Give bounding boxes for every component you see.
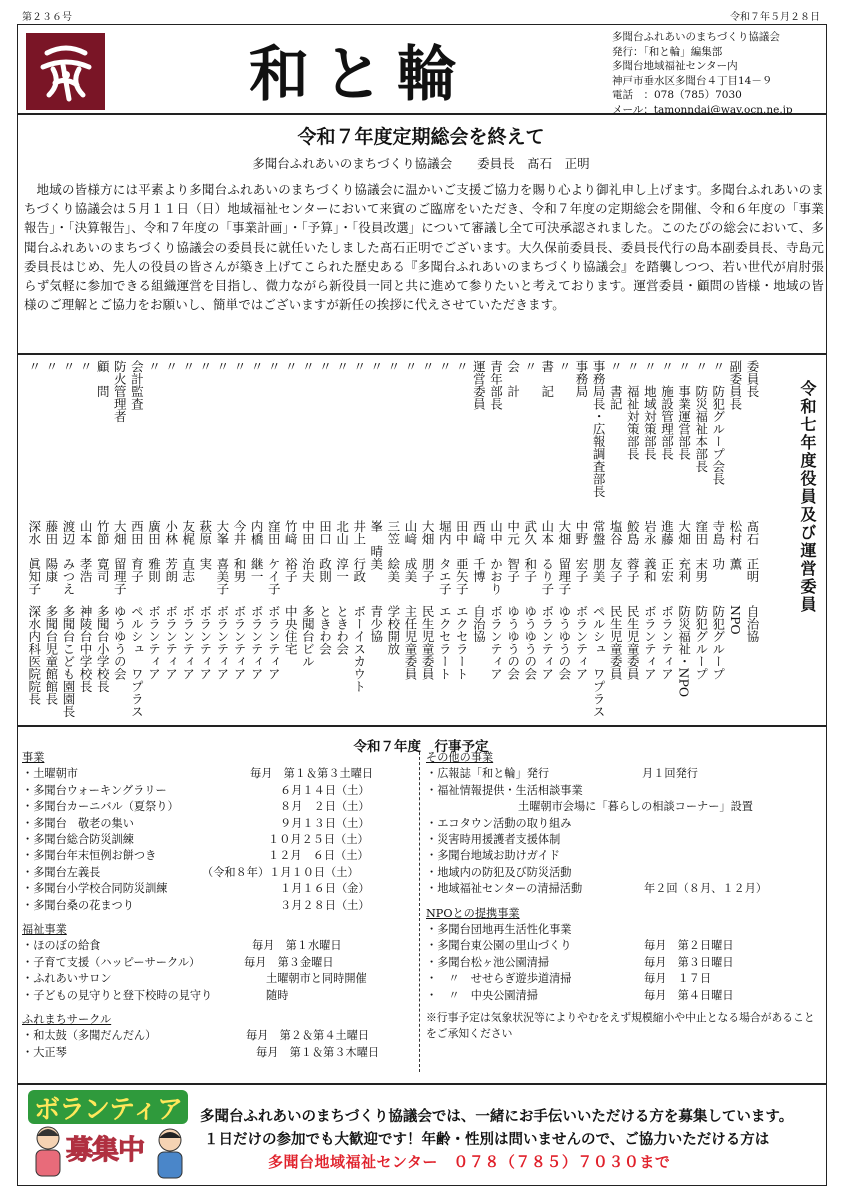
- officer-name: 西田 育子: [129, 520, 145, 583]
- schedule-item-name: ・災害時用援護者支援体制: [426, 832, 561, 846]
- officer-role: 〃: [266, 360, 282, 373]
- officer-role: 〃 防災福祉本部長: [693, 360, 709, 473]
- officer-role: 〃 防犯グループ会長: [710, 360, 726, 485]
- schedule-item-name: ・多聞台年末恒例お餅つき: [22, 849, 157, 863]
- officer-org: 中央住宅: [283, 605, 299, 655]
- schedule-item-name: ・ほのぼの給食: [22, 939, 101, 953]
- officer-org: ボランティア: [642, 605, 658, 680]
- schedule-item-name: ・多聞台桑の花まつり: [22, 898, 134, 912]
- officer-role: 〃: [146, 360, 162, 373]
- schedule-item: [426, 955, 824, 971]
- schedule-item: [426, 988, 824, 1004]
- issue-date: 令和７年５月２８日: [730, 12, 820, 23]
- schedule-item-when: １２月 ６日（土）: [268, 849, 369, 863]
- schedule-item-when: ６月１４日（土）: [280, 783, 370, 797]
- schedule-item: [22, 832, 417, 848]
- officer-role: 防火管理者: [112, 360, 128, 423]
- schedule-item: [426, 848, 824, 864]
- officer-name: 寺島 功: [710, 520, 726, 570]
- officer-role: 〃: [249, 360, 265, 373]
- officers-table: [18, 360, 828, 722]
- schedule-item-when: 毎月 第３日曜日: [644, 955, 734, 969]
- officer-org: ゆうゆうの会: [556, 605, 572, 680]
- volunteer-person-icon: [150, 1124, 190, 1180]
- officer-name: 西﨑 千博: [471, 520, 487, 583]
- officer-org: 多聞台ビル: [300, 605, 316, 668]
- schedule-item-when: 毎月 第３金曜日: [244, 955, 334, 969]
- schedule-item-name: ・多聞台ウォーキングラリー: [22, 783, 167, 797]
- officer-role: 〃: [385, 360, 401, 373]
- officer-name: 松村 薫: [727, 520, 743, 570]
- officer-name: 堀内 タエ子: [437, 520, 453, 595]
- schedule-section-heading: 福祉事業: [22, 922, 67, 936]
- officer-role: 〃: [420, 360, 436, 373]
- schedule-right-column: [426, 750, 824, 1042]
- publisher-line: 多聞台ふれあいのまちづくり協議会: [612, 31, 780, 43]
- officer-org: 多聞台児童館館長: [43, 605, 59, 705]
- officer-role: 運営委員: [471, 360, 487, 410]
- schedule-item: [426, 938, 824, 954]
- volunteer-badge: ボランティア: [28, 1090, 188, 1124]
- officer-name: 竹﨑 裕子: [283, 520, 299, 583]
- schedule-item: [426, 971, 824, 987]
- officer-name: 北山 淳一: [334, 520, 350, 583]
- volunteer-person-icon: [28, 1122, 68, 1178]
- banner-line-1: 多聞台ふれあいのまちづくり協議会では、一緒にお手伝いいただける方を募集しています。: [200, 1109, 794, 1125]
- issue-number: 第２３６号: [22, 12, 72, 23]
- officer-role: 〃: [61, 360, 76, 373]
- schedule-item-name: ・多聞台松ヶ池公園清掃: [426, 955, 550, 969]
- schedule-item: [22, 1045, 417, 1061]
- officer-name: 内橋 継一: [249, 520, 265, 583]
- officer-name: 山中 かおり: [488, 520, 504, 595]
- officer-name: 藤田 陽康: [43, 520, 59, 583]
- schedule-item: [426, 881, 824, 897]
- officer-role: 〃 事業運営部長: [676, 360, 692, 460]
- officer-role: 会計監査: [129, 360, 145, 410]
- officer-org: ときわ会: [317, 605, 333, 655]
- officer-org: 多聞台こども園園長: [61, 605, 76, 718]
- officer-org: エクセラート: [454, 605, 470, 680]
- schedule-item: [22, 816, 417, 832]
- schedule-item-name: ・地域内の防犯及び防災活動: [426, 865, 572, 879]
- officer-name: 三笠 絵美: [385, 520, 401, 583]
- officer-name: 武久 和子: [522, 520, 538, 583]
- officer-org: ボランティア: [539, 605, 555, 680]
- schedule-item-when: 毎月 第１＆第３木曜日: [256, 1045, 380, 1059]
- schedule-note: ※行事予定は気象状況等によりやむをえず規模縮小や中止となる場合があることをご承知ください: [426, 1010, 815, 1040]
- schedule-item-when: 毎月 第２＆第４土曜日: [246, 1029, 370, 1043]
- schedule-item-name: ・多聞台東公園の里山づくり: [426, 939, 572, 953]
- publisher-line: メール：tamonndai@way.ocn.ne.jp: [612, 103, 793, 116]
- officer-role: 委員長: [745, 360, 760, 398]
- schedule-left-column: [22, 750, 417, 1061]
- officer-org: ボランティア: [197, 605, 213, 680]
- officer-name: 進藤 正宏: [659, 520, 675, 583]
- schedule-item: [22, 783, 417, 799]
- schedule-item-name: ・多聞台地域お助けガイド: [426, 849, 560, 863]
- schedule-item-when: １０月２５日（土）: [268, 832, 369, 846]
- officer-org: ボランティア: [214, 605, 230, 680]
- officer-org: ペルシュ ワプラス: [129, 605, 145, 718]
- officer-role: 〃 書記: [608, 360, 624, 410]
- schedule-item: [22, 1028, 417, 1044]
- schedule-title: 令和７年度 行事予定: [353, 739, 489, 755]
- schedule-item: [22, 848, 417, 864]
- officer-role: 〃: [214, 360, 230, 373]
- schedule-item: [426, 865, 824, 881]
- schedule-item-when: 毎月 第１水曜日: [252, 939, 342, 953]
- schedule-item: [426, 922, 824, 938]
- officer-org: ボランティア: [163, 605, 179, 680]
- schedule-section-heading: 事業: [22, 751, 45, 764]
- schedule-item: [426, 766, 824, 782]
- schedule-item-when: 毎月 第１＆第３土曜日: [250, 767, 374, 781]
- officer-name: 大畑 留理子: [112, 520, 128, 595]
- officer-name: 窪田 末男: [693, 520, 709, 583]
- officer-name: 山本 孝浩: [78, 520, 94, 583]
- officers-title: 令和七年度役員及び運営委員: [798, 380, 817, 614]
- officer-name: 髙石 正明: [745, 520, 760, 583]
- schedule-item-name: ・地域福祉センターの清掃活動: [426, 882, 583, 896]
- officer-org: ときわ会: [334, 605, 350, 655]
- officer-name: 山﨑 成美: [403, 520, 418, 583]
- officer-org: ボランティア: [180, 605, 196, 680]
- officer-role: 〃: [556, 360, 572, 373]
- logo: [26, 33, 105, 110]
- officer-org: 多聞台小学校長: [95, 605, 111, 693]
- schedule-item-name: ・子育て支援（ハッピーサークル）: [22, 955, 201, 969]
- officer-role: 〃 施設管理部長: [659, 360, 675, 460]
- officer-name: 大畑 充利: [676, 520, 692, 583]
- officer-org: エクセラート: [437, 605, 453, 680]
- schedule-item-name: ・多聞台団地再生活性化事業: [426, 922, 572, 936]
- officer-role: 副委員長: [727, 360, 743, 410]
- article-headline: 令和７年度定期総会を終えて: [297, 126, 545, 148]
- schedule-item-name: ・多聞台カーニバル（夏祭り）: [22, 800, 179, 814]
- schedule-item-when: ８月 ２日（土）: [280, 800, 370, 814]
- schedule-item-name: ・多聞台 敬老の集い: [22, 816, 134, 830]
- officer-role: 〃: [78, 360, 94, 373]
- schedule-item-name: ・多聞台左義長: [22, 865, 101, 879]
- officer-role: 〃 地域対策部長: [642, 360, 658, 460]
- schedule-section-heading: ふれまちサークル: [22, 1012, 112, 1026]
- officer-role: 〃 福祉対策部長: [625, 360, 641, 460]
- officer-role: 〃: [300, 360, 316, 373]
- officer-org: ゆうゆうの会: [112, 605, 128, 680]
- officer-org: 学校開放: [385, 605, 401, 655]
- officer-role: 青年部長: [488, 360, 504, 410]
- officer-role: 〃: [368, 360, 384, 373]
- officer-role: 〃: [232, 360, 247, 373]
- schedule-item: [426, 816, 824, 832]
- officer-name: 鮫島 蓉子: [625, 520, 641, 583]
- publisher-line: 多聞台地域福祉センター内: [612, 60, 738, 72]
- schedule-item: [22, 971, 417, 987]
- officer-name: 井上 行政: [351, 520, 367, 583]
- schedule-item: [426, 783, 824, 799]
- officer-name: 田口 政則: [317, 520, 333, 583]
- officer-org: 民生児童委員: [625, 605, 641, 680]
- officer-org: ボランティア: [574, 605, 589, 680]
- officer-org: 自治協: [471, 605, 487, 643]
- officer-role: 〃: [403, 360, 418, 373]
- schedule-item: [22, 766, 417, 782]
- article-byline: 多聞台ふれあいのまちづくり協議会 委員長 髙石 正明: [252, 156, 590, 171]
- officer-role: 〃: [522, 360, 538, 373]
- schedule-item-when: 土曜朝市と同時開催: [266, 972, 367, 986]
- officer-org: ボランティア: [488, 605, 504, 680]
- officer-name: 中田 治夫: [300, 520, 316, 583]
- officer-role: 〃: [283, 360, 299, 373]
- officer-role: 会 計: [505, 360, 521, 398]
- officer-name: 田中 亜矢子: [454, 520, 470, 595]
- publisher-line: 電話 ：078（785）7030: [612, 89, 742, 101]
- officer-org: ボランティア: [232, 605, 247, 680]
- officer-name: 岩永 義和: [642, 520, 658, 583]
- schedule-item-name: ・多聞台小学校合同防災訓練: [22, 882, 168, 896]
- officer-org: 防災福祉・NPO: [676, 605, 692, 698]
- schedule-item-name: ・多聞台総合防災訓練: [22, 832, 134, 846]
- officer-role: 〃: [197, 360, 213, 373]
- officer-org: ゆうゆうの会: [522, 605, 538, 680]
- schedule-item: [22, 799, 417, 815]
- officer-name: 塩谷 友子: [608, 520, 624, 583]
- schedule-section-heading: その他の事業: [426, 751, 494, 764]
- officer-org: NPO: [727, 605, 743, 635]
- officer-role: 顧 問: [95, 360, 111, 398]
- officer-role: 事務局: [574, 360, 589, 398]
- schedule-item-name: ・ふれあいサロン: [22, 972, 112, 986]
- officer-name: 峯 晴美: [368, 520, 384, 570]
- officer-name: 渡辺 みつえ: [61, 520, 76, 595]
- banner-line-2: １日だけの参加でも大歓迎です！年齢・性別は問いませんので、ご協力いただける方は: [204, 1132, 770, 1148]
- officer-name: 常盤 朋美: [591, 520, 607, 583]
- schedule-item-when: ９月１３日（土）: [280, 816, 370, 830]
- officer-role: 〃: [334, 360, 350, 373]
- newsletter-title: 和と輪: [249, 40, 471, 110]
- officer-org: 神陵台中学校長: [78, 605, 94, 693]
- officer-role: 〃: [317, 360, 333, 373]
- schedule-divider: [419, 752, 420, 1072]
- officer-name: 大畑 留理子: [556, 520, 572, 595]
- publisher-line: 神戸市垂水区多聞台４丁目14－９: [612, 74, 773, 87]
- officer-role: 事務局長・広報調査部長: [591, 360, 607, 498]
- schedule-section-heading: NPOとの提携事業: [426, 906, 520, 920]
- officer-name: 深水 眞知子: [26, 520, 42, 595]
- officer-org: 青少協: [368, 605, 384, 643]
- officer-org: 防犯グループ: [710, 605, 726, 680]
- officer-role: 〃: [163, 360, 179, 373]
- article-body: 地域の皆様方には平素より多聞台ふれあいのまちづくり協議会に温かいご支援ご協力を賜り心より御礼申し上げます。多聞台ふれあいのまちづくり協議会は５月１１日（日）地域福祉センターにおいて来賓のご臨席をいただき、令和７年度の定期総会を開催、令和６年度の「事業報告」・「決算報告」、令和７年度の「事業計画」・「予算」・「役員改選」について審議し全て可決承認されました。このたびの総会において、多聞台ふれあいのまちづくり協議会の委員長に就任いたしました髙石正明でございます。大久保前委員長、委員長代行の島本副委員長、寺島元委員長はじめ、先人の役員の皆さんが築き上げてこられた歴史ある『多聞台ふれあいのまちづくり協議会』を踏襲しつつ、若い世代が肩肘張らず気軽に参加できる組織運営を目指し、微力ながら新役員一同と共に進めて参りたいと考えております。運営委員・顧問の皆様・地域の皆様のご理解とご協力をお願いし、簡単ではございますが新任の挨拶に代えさせていただきます。: [24, 182, 824, 313]
- schedule-item-name: ・ 〃 せせらぎ遊歩道清掃: [426, 972, 572, 986]
- schedule-item-name: ・広報誌「和と輪」発行: [426, 767, 550, 781]
- schedule-item-when: ３月２８日（土）: [280, 898, 370, 912]
- officer-role: 〃: [454, 360, 470, 373]
- officer-name: 山本 るり子: [539, 520, 555, 595]
- schedule-item: [22, 865, 417, 881]
- schedule-item-name: ・大正琴: [22, 1045, 67, 1059]
- schedule-item: [22, 988, 417, 1004]
- logo-emblem-icon: [33, 39, 99, 105]
- schedule-item-when: 随時: [266, 988, 289, 1002]
- schedule-item-name: ・子どもの見守りと登下校時の見守り: [22, 988, 213, 1002]
- officer-name: 今井 和男: [232, 520, 247, 583]
- schedule-item-when: 毎月 １７日: [644, 972, 712, 986]
- schedule-item-when: 月１回発行: [642, 767, 698, 781]
- schedule-item-when: 毎月 第４日曜日: [644, 988, 734, 1002]
- officer-org: 自治協: [745, 605, 760, 643]
- banner-contact: 多聞台地域福祉センター ０７８（７８５）７０３０まで: [268, 1153, 671, 1171]
- schedule-item-when: 土曜朝市会場に「暮らしの相談コーナー」設置: [518, 800, 753, 814]
- officer-org: ボランティア: [146, 605, 162, 680]
- officer-name: 中野 宏子: [574, 520, 589, 583]
- officer-name: 萩原 実: [197, 520, 213, 570]
- officer-org: 民生児童委員: [608, 605, 624, 680]
- publisher-line: 発行：「和と輪」編集部: [612, 45, 723, 58]
- officer-role: 書 記: [539, 360, 555, 398]
- schedule-item: [426, 832, 824, 848]
- schedule-item-when: １月１６日（金）: [280, 882, 370, 896]
- schedule-item: [22, 955, 417, 971]
- officer-name: 友梶 直志: [180, 520, 196, 583]
- schedule-item: [22, 881, 417, 897]
- officer-org: 民生児童委員: [420, 605, 436, 680]
- officer-role: 〃: [437, 360, 453, 373]
- officer-org: ボランティア: [659, 605, 675, 680]
- schedule-item-name: ・土曜朝市: [22, 767, 78, 781]
- officer-role: 〃: [26, 360, 42, 373]
- officer-role: 〃: [43, 360, 59, 373]
- officer-name: 大峯 喜美子: [214, 520, 230, 595]
- officer-org: ボランティア: [266, 605, 282, 680]
- schedule-item: [426, 799, 824, 815]
- officer-name: 竹節 寛司: [95, 520, 111, 583]
- publisher-info: [612, 30, 837, 117]
- officer-name: 廣田 雅則: [146, 520, 162, 583]
- officer-name: 大畑 朋子: [420, 520, 436, 583]
- schedule-item-name: ・福祉情報提供・生活相談事業: [426, 783, 583, 797]
- officer-role: 〃: [351, 360, 367, 373]
- officer-name: 窪田 ケイ子: [266, 520, 282, 595]
- schedule-item: [22, 898, 417, 914]
- officer-name: 中元 智子: [505, 520, 521, 583]
- officer-org: 防犯グループ: [693, 605, 709, 680]
- schedule-item-name: ・ 〃 中央公園清掃: [426, 988, 538, 1002]
- officer-name: 小林 芳朗: [163, 520, 179, 583]
- officer-org: 深水内科医院院長: [26, 605, 42, 705]
- schedule-item-when: 毎月 第２日曜日: [644, 939, 734, 953]
- officer-org: ゆうゆうの会: [505, 605, 521, 680]
- officer-org: ボーイスカウト: [351, 605, 367, 693]
- recruiting-label: 募集中: [66, 1135, 144, 1166]
- officer-org: ボランティア: [249, 605, 265, 680]
- officer-role: 〃: [180, 360, 196, 373]
- officer-org: 主任児童委員: [403, 605, 418, 680]
- officer-org: ペルシュ ワプラス: [591, 605, 607, 718]
- schedule-item-name: ・和太鼓（多聞だんだん）: [22, 1029, 157, 1043]
- schedule-item-when: （令和８年）１月１０日（土）: [202, 865, 359, 879]
- schedule-item-name: ・エコタウン活動の取り組み: [426, 816, 572, 830]
- schedule-item-when: 年２回（８月、１２月）: [644, 882, 768, 896]
- schedule-item: [22, 938, 417, 954]
